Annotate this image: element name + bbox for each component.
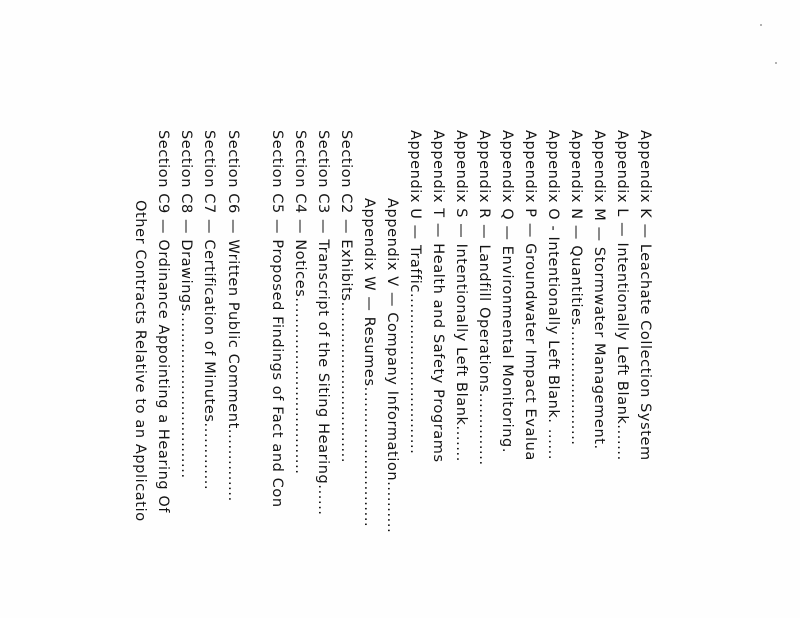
toc-line-appendix-v: Appendix V — Company Information.......... [384, 198, 400, 534]
toc-line-appendix-l: Appendix L — Intentionally Left Blank....... [614, 130, 630, 461]
toc-line-appendix-u: Appendix U — Traffic............................... [407, 130, 423, 455]
toc-line-appendix-p: Appendix P — Groundwater Impact Evalua [522, 130, 538, 461]
toc-line-appendix-m: Appendix M — Stormwater Management. [591, 130, 607, 450]
toc-line-section-c6: Section C6 — Written Public Comment.............. [225, 130, 241, 502]
toc-line-appendix-k: Appendix K — Leachate Collection System [637, 130, 653, 461]
toc-line-section-c5: Section C5 — Proposed Findings of Fact and Con [269, 130, 285, 508]
toc-line-appendix-s: Appendix S — Intentionally Left Blank....... [453, 130, 469, 462]
toc-line-appendix-n: Appendix N — Quantities....................... [568, 130, 584, 446]
toc-line-appendix-r: Appendix R — Landfill Operations.............. [476, 130, 492, 466]
toc-line-section-c3: Section C3 — Transcript of the Siting Hearing...... [315, 130, 331, 516]
toc-line-appendix-t: Appendix T — Health and Safety Programs [430, 130, 446, 463]
toc-line-section-c4: Section C4 — Notices.................................. [292, 130, 308, 475]
scan-speck [760, 24, 762, 26]
toc-line-appendix-w: Appendix W — Resumes........................... [361, 198, 377, 528]
toc-line-section-c7: Section C7 — Certification of Minutes............. [201, 130, 217, 491]
toc-line-section-c9: Section C9 — Ordinance Appointing a Hearing Of [155, 130, 171, 514]
toc-line-appendix-q: Appendix Q — Environmental Monitoring. [499, 130, 515, 454]
toc-line-section-c8: Section C8 — Drawings................................ [178, 130, 194, 479]
toc-line-section-c2: Section C2 — Exhibits............................... [338, 130, 354, 464]
toc-line-other-contracts: Other Contracts Relative to an Applicatio [132, 200, 148, 522]
toc-line-appendix-o: Appendix O - Intentionally Left Blank. ...... [545, 130, 561, 461]
scan-speck [775, 62, 777, 64]
